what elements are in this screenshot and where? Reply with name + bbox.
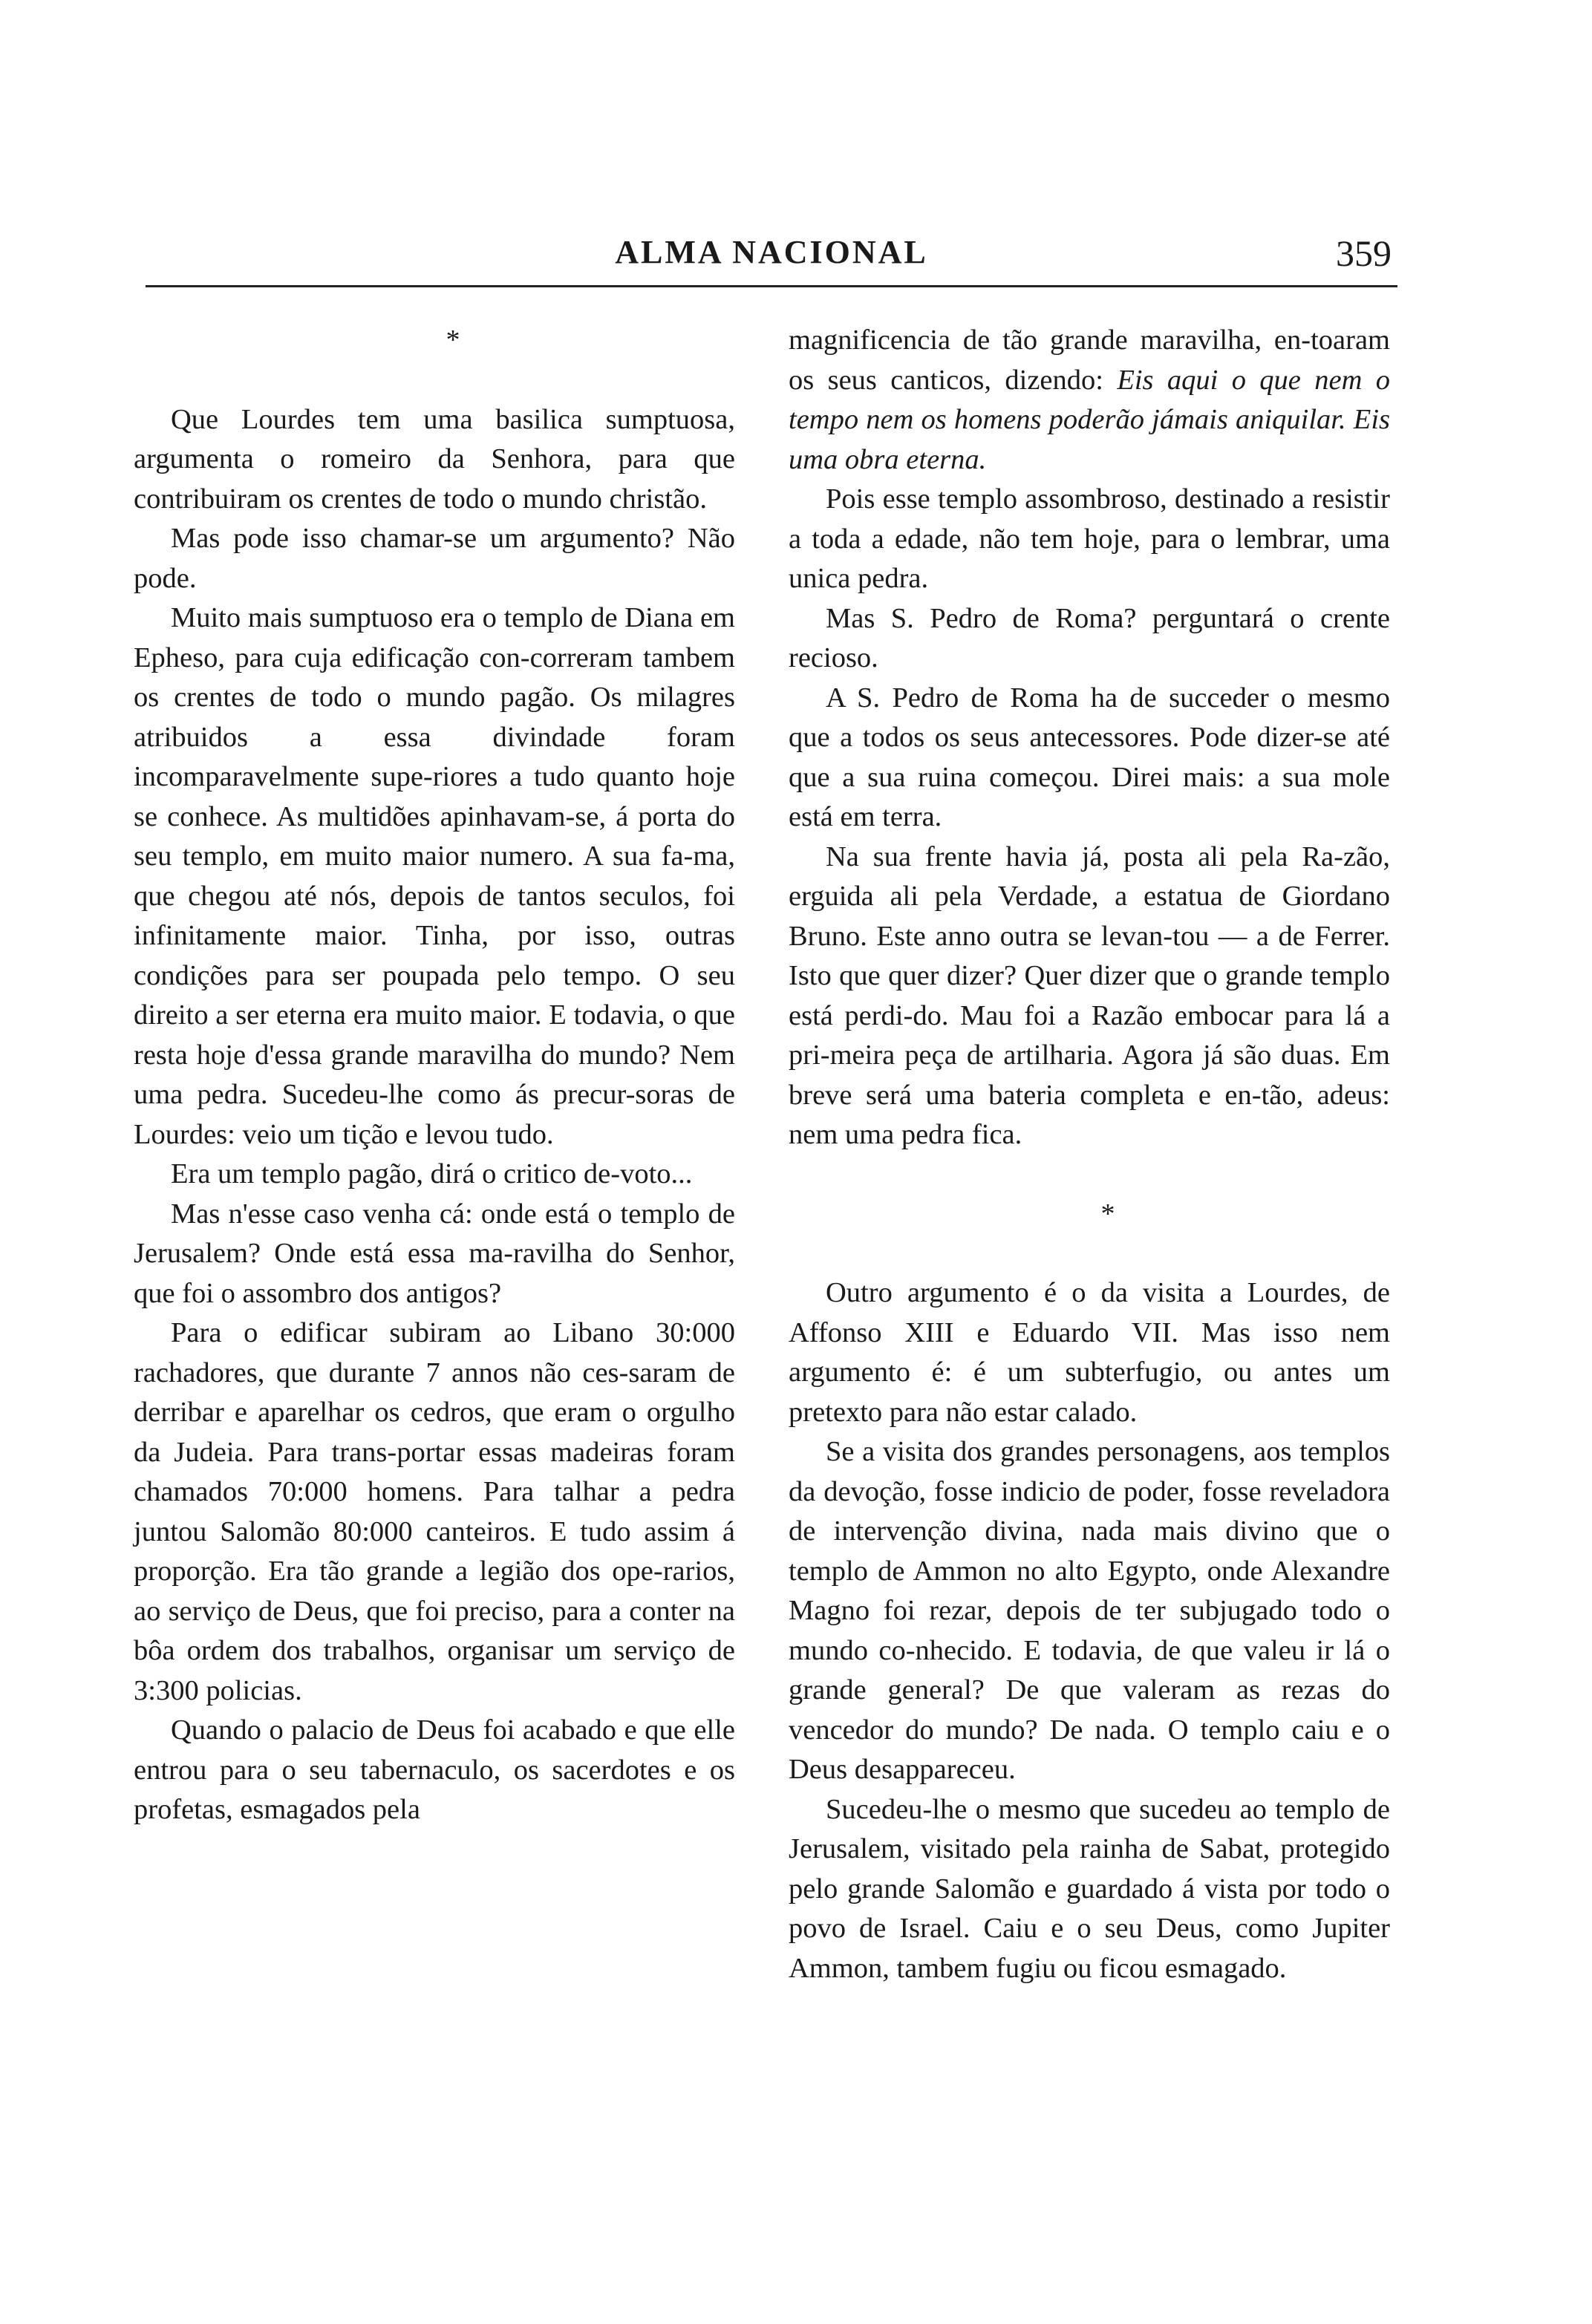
paragraph: Quando o palacio de Deus foi acabado e que elle entrou para o seu tabernaculo, os sacerdotes e os profetas, esmagados pela xyxy=(134,1714,735,1825)
paragraph: Que Lourdes tem uma basilica sumptuosa, argumenta o romeiro da Senhora, para que contribuiram os crentes de todo o mundo christão. xyxy=(134,403,735,515)
paragraph: Pois esse templo assombroso, destinado a resistir a toda a edade, não tem hoje, para o lembrar, uma unica pedra. xyxy=(789,483,1390,594)
section-separator: * xyxy=(446,324,460,356)
paragraph: Na sua frente havia já, posta ali pela Ra-zão, erguida ali pela Verdade, a estatua de Giordano Bruno. Este anno outra se levan-tou — a de Ferrer. Isto que quer dizer? Quer dizer que o grande templo está perdi-do. Mau foi a Razão embocar para lá a pri-meira peça de artilharia. Agora já são duas. Em breve será uma bateria completa e en-tão, adeus: nem uma pedra fica. xyxy=(789,841,1390,1150)
paragraph: Para o edificar subiram ao Libano 30:000 rachadores, que durante 7 annos não ces-saram de derribar e aparelhar os cedros, que eram o orgulho da Judeia. Para trans-portar essas madeiras foram chamados 70:000 homens. Para talhar a pedra juntou Salomão 80:000 canteiros. E tudo assim á proporção. Era tão grande a legião dos ope-rarios, ao serviço de Deus, que foi preciso, para a conter na bôa ordem dos trabalhos, organisar um serviço de 3:300 policias. xyxy=(134,1317,735,1706)
paragraph: Se a visita dos grandes personagens, aos templos da devoção, fosse indicio de poder, fosse reveladora de intervenção divina, nada mais divino que o templo de Ammon no alto Egypto, onde Alexandre Magno foi rezar, depois de ter subjugado todo o mundo co-nhecido. E todavia, de que valeu ir lá o grande general? De que valeram as rezas do vencedor do mundo? De nada. O templo caiu e o Deus desappareceu. xyxy=(789,1436,1390,1785)
page-header xyxy=(146,232,1397,284)
paragraph: Mas n'esse caso venha cá: onde está o templo de Jerusalem? Onde está essa ma-ravilha do Senhor, que foi o assombro dos antigos? xyxy=(134,1198,735,1309)
paragraph: Sucedeu-lhe o mesmo que sucedeu ao templo de Jerusalem, visitado pela rainha de Sabat, protegido pelo grande Salomão e guardado á vista por todo o povo de Israel. Caiu e o seu Deus, como Jupiter Ammon, tambem fugiu ou ficou esmagado. xyxy=(789,1793,1390,1984)
left-column xyxy=(134,321,735,1830)
header-rule xyxy=(146,285,1397,287)
right-column xyxy=(789,321,1390,1988)
paragraph-continued xyxy=(789,321,1390,480)
paragraph: A S. Pedro de Roma ha de succeder o mesmo que a todos os seus antecessores. Pode dizer-se até que a sua ruina começou. Direi mais: a sua mole está em terra. xyxy=(789,682,1390,832)
page-number: 359 xyxy=(1336,232,1392,274)
paragraph: Era um templo pagão, dirá o critico de-voto... xyxy=(171,1158,693,1189)
paragraph: Mas S. Pedro de Roma? perguntará o crente recioso. xyxy=(789,602,1390,673)
section-separator: * xyxy=(1100,1198,1115,1230)
italic-quote: Eis aqui o que nem o tempo nem os homens poderão jámais aniquilar. Eis uma obra eterna. xyxy=(789,364,1391,475)
paragraph: Mas pode isso chamar-se um argumento? Não pode. xyxy=(134,523,735,594)
paragraph-text: magnificencia de tão grande maravilha, en-toaram os seus canticos, dizendo: xyxy=(789,324,1390,396)
running-title: ALMA NACIONAL xyxy=(615,234,928,270)
paragraph: Muito mais sumptuoso era o templo de Diana em Epheso, para cuja edificação con-correram tambem os crentes de todo o mundo pagão. Os milagres atribuidos a essa divindade foram incomparavelmente supe-riores a tudo quanto hoje se conhece. As multidões apinhavam-se, á porta do seu templo, em muito maior numero. A sua fa-ma, que chegou até nós, depois de tantos seculos, foi infinitamente maior. Tinha, por isso, outras condições para ser poupada pelo tempo. O seu direito a ser eterna era muito maior. E todavia, o que resta hoje d'essa grande maravilha do mundo? Nem uma pedra. Sucedeu-lhe como ás precur-soras de Lourdes: veio um tição e levou tudo. xyxy=(134,602,735,1150)
paragraph: Outro argumento é o da visita a Lourdes, de Affonso XIII e Eduardo VII. Mas isso nem argumento é: é um subterfugio, ou antes um pretexto para não estar calado. xyxy=(789,1277,1390,1428)
